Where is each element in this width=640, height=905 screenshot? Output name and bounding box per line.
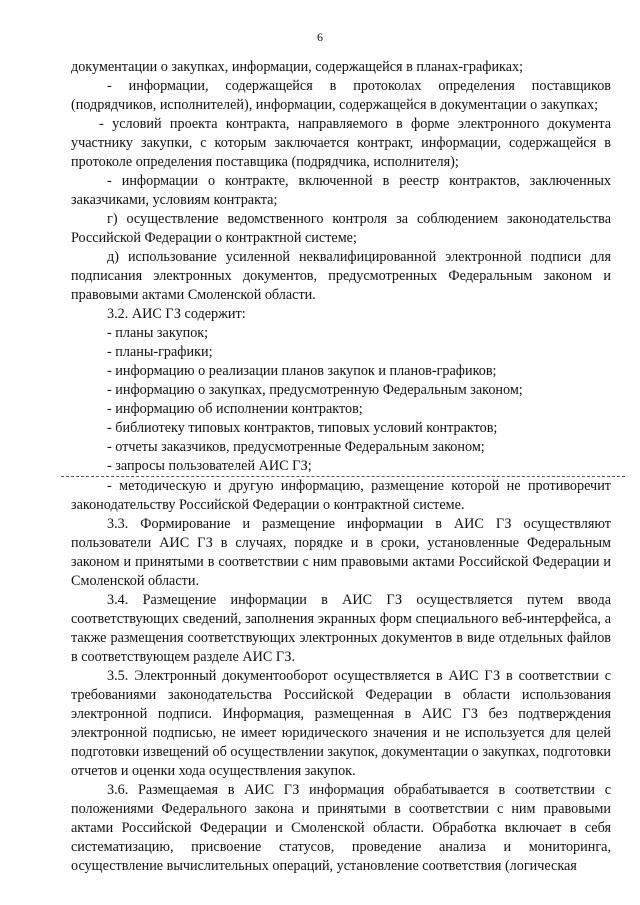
paragraph: г) осуществление ведомственного контроля за соблюдением законодательства Российской Федерации о контрактной системе; bbox=[71, 211, 611, 246]
list-item: - информации, содержащейся в протоколах определения поставщиков (подрядчиков, исполнителей), информации, содержащейся в документации о закупках; bbox=[71, 78, 611, 113]
list-item: - информации о контракте, включенной в реестр контрактов, заключенных заказчиками, условиям контракта; bbox=[71, 173, 611, 208]
list-item: - информацию о реализации планов закупок и планов-графиков; bbox=[107, 363, 497, 379]
list-item: - планы-графики; bbox=[107, 344, 213, 360]
paragraph: д) использование усиленной неквалифицированной электронной подписи для подписания электронных документов, предусмотренных Федеральным законом и правовыми актами Смоленской области. bbox=[71, 249, 611, 303]
list-item: - планы закупок; bbox=[107, 325, 209, 341]
paragraph: 3.6. Размещаемая в АИС ГЗ информация обрабатывается в соответствии с положениями Федерального закона и принятыми в соответствии с ним правовыми актами Российской Федерации и Смоленской области. Обработка включает в себя систематизацию, присвоение статусов, проведение анализа и мониторинга, осуществление вычислительных операций, установление соответствия (логическая bbox=[71, 782, 611, 874]
list-item: - информацию о закупках, предусмотренную Федеральным законом; bbox=[107, 382, 523, 398]
list-item: - запросы пользователей АИС ГЗ; bbox=[107, 458, 312, 474]
list-item: - условий проекта контракта, направляемого в форме электронного документа участнику закупки, с которым заключается контракт, информации, содержащейся в протоколе определения поставщика (подрядчика, исполнителя); bbox=[71, 116, 611, 170]
list-item: - библиотеку типовых контрактов, типовых условий контрактов; bbox=[107, 420, 498, 436]
list-item: - методическую и другую информацию, размещение которой не противоречит законодательству Российской Федерации о контрактной системе. bbox=[71, 478, 611, 513]
paragraph: 3.3. Формирование и размещение информации в АИС ГЗ осуществляют пользователи АИС ГЗ в случаях, порядке и в сроки, установленные Федеральным законом и принятыми в соответствии с ним правовыми актами Российской Федерации и Смоленской области. bbox=[71, 516, 611, 589]
page-number: 6 bbox=[317, 30, 323, 44]
paragraph: 3.5. Электронный документооборот осуществляется в АИС ГЗ в соответствии с требованиями законодательства Российской Федерации в области использования электронной подписи. Информация, размещенная в АИС ГЗ без подтверждения электронной подписью, не имеет юридического значения и не используется для целей подготовки извещений об осуществлении закупок, документации о закупках, подготовки отчетов и оценки хода осуществления закупок. bbox=[71, 668, 611, 779]
paragraph: документации о закупках, информации, содержащейся в планах-графиках; bbox=[71, 59, 524, 75]
list-item: - информацию об исполнении контрактов; bbox=[107, 401, 363, 417]
list-item: - отчеты заказчиков, предусмотренные Федеральным законом; bbox=[107, 439, 485, 455]
document-body bbox=[71, 58, 611, 876]
section-heading: 3.2. АИС ГЗ содержит: bbox=[107, 306, 246, 322]
paragraph: 3.4. Размещение информации в АИС ГЗ осуществляется путем ввода соответствующих сведений, заполнения экранных форм специального веб-интерфейса, а также размещения соответствующих электронных документов в виде отдельных файлов в соответствующем разделе АИС ГЗ. bbox=[71, 592, 611, 665]
